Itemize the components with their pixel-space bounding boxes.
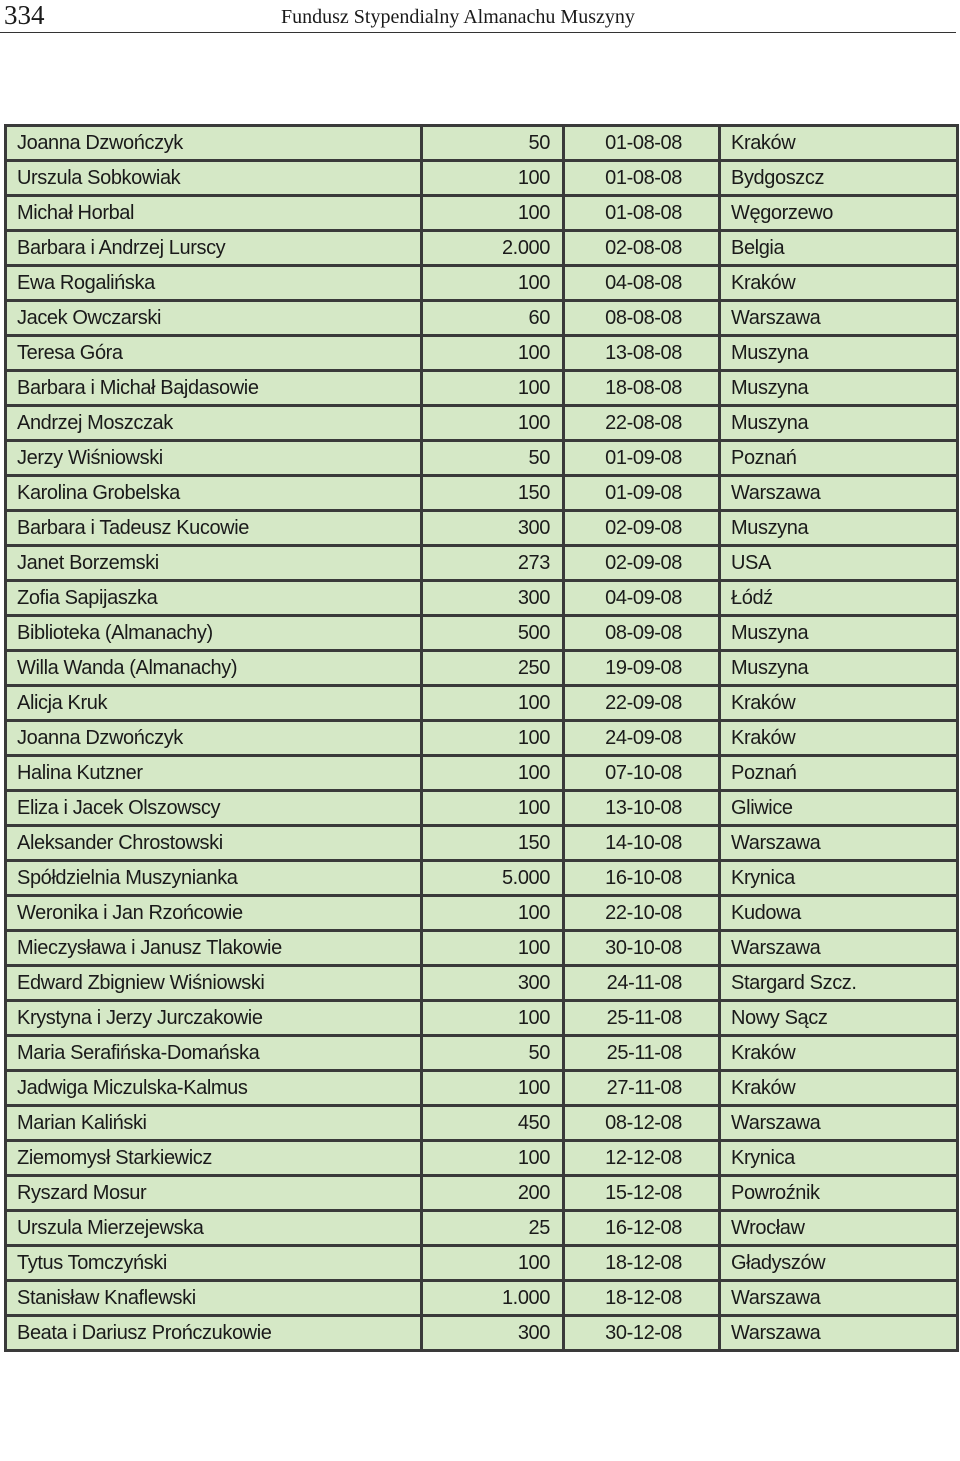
donor-name-cell: Biblioteka (Almanachy): [6, 616, 422, 651]
date-cell: 25-11-08: [564, 1001, 720, 1036]
amount-cell: 100: [422, 1141, 564, 1176]
donor-name-cell: Andrzej Moszczak: [6, 406, 422, 441]
donor-name-cell: Krystyna i Jerzy Jurczakowie: [6, 1001, 422, 1036]
page-header: [0, 0, 960, 34]
amount-cell: 100: [422, 686, 564, 721]
city-cell: Poznań: [720, 756, 958, 791]
date-cell: 01-08-08: [564, 196, 720, 231]
amount-cell: 25: [422, 1211, 564, 1246]
date-cell: 08-12-08: [564, 1106, 720, 1141]
table-row: [6, 721, 958, 756]
donor-name-cell: Stanisław Knaflewski: [6, 1281, 422, 1316]
donor-name-cell: Janet Borzemski: [6, 546, 422, 581]
city-cell: Nowy Sącz: [720, 1001, 958, 1036]
table-row: [6, 896, 958, 931]
amount-cell: 50: [422, 441, 564, 476]
donor-name-cell: Mieczysława i Janusz Tlakowie: [6, 931, 422, 966]
amount-cell: 100: [422, 1001, 564, 1036]
city-cell: Warszawa: [720, 301, 958, 336]
table-row: [6, 371, 958, 406]
city-cell: Powroźnik: [720, 1176, 958, 1211]
amount-cell: 300: [422, 581, 564, 616]
table-row: [6, 1071, 958, 1106]
amount-cell: 100: [422, 161, 564, 196]
table-row: [6, 686, 958, 721]
date-cell: 16-12-08: [564, 1211, 720, 1246]
city-cell: Warszawa: [720, 931, 958, 966]
table-row: [6, 1176, 958, 1211]
donor-name-cell: Marian Kaliński: [6, 1106, 422, 1141]
city-cell: Warszawa: [720, 826, 958, 861]
table-row: [6, 511, 958, 546]
date-cell: 01-08-08: [564, 161, 720, 196]
table-row: [6, 826, 958, 861]
donor-name-cell: Barbara i Andrzej Lurscy: [6, 231, 422, 266]
table-row: [6, 301, 958, 336]
donor-name-cell: Eliza i Jacek Olszowscy: [6, 791, 422, 826]
date-cell: 18-12-08: [564, 1281, 720, 1316]
city-cell: Gładyszów: [720, 1246, 958, 1281]
donor-table: [4, 124, 959, 1352]
city-cell: Węgorzewo: [720, 196, 958, 231]
date-cell: 25-11-08: [564, 1036, 720, 1071]
donor-name-cell: Urszula Sobkowiak: [6, 161, 422, 196]
city-cell: Kraków: [720, 721, 958, 756]
table-row: [6, 336, 958, 371]
table-row: [6, 266, 958, 301]
city-cell: Bydgoszcz: [720, 161, 958, 196]
amount-cell: 300: [422, 511, 564, 546]
donor-name-cell: Willa Wanda (Almanachy): [6, 651, 422, 686]
donor-name-cell: Maria Serafińska-Domańska: [6, 1036, 422, 1071]
donor-name-cell: Jerzy Wiśniowski: [6, 441, 422, 476]
city-cell: Belgia: [720, 231, 958, 266]
city-cell: Kraków: [720, 1071, 958, 1106]
table-row: [6, 546, 958, 581]
table-row: [6, 931, 958, 966]
date-cell: 08-08-08: [564, 301, 720, 336]
date-cell: 08-09-08: [564, 616, 720, 651]
date-cell: 30-10-08: [564, 931, 720, 966]
amount-cell: 450: [422, 1106, 564, 1141]
table-row: [6, 406, 958, 441]
donor-name-cell: Michał Horbal: [6, 196, 422, 231]
date-cell: 14-10-08: [564, 826, 720, 861]
date-cell: 04-08-08: [564, 266, 720, 301]
donor-name-cell: Barbara i Tadeusz Kucowie: [6, 511, 422, 546]
donor-name-cell: Beata i Dariusz Prończukowie: [6, 1316, 422, 1351]
city-cell: Muszyna: [720, 651, 958, 686]
table-row: [6, 1036, 958, 1071]
city-cell: Muszyna: [720, 616, 958, 651]
amount-cell: 100: [422, 406, 564, 441]
donor-name-cell: Ziemomysł Starkiewicz: [6, 1141, 422, 1176]
donor-name-cell: Ryszard Mosur: [6, 1176, 422, 1211]
date-cell: 27-11-08: [564, 1071, 720, 1106]
table-row: [6, 231, 958, 266]
city-cell: Poznań: [720, 441, 958, 476]
donor-name-cell: Jadwiga Miczulska-Kalmus: [6, 1071, 422, 1106]
table-row: [6, 1211, 958, 1246]
table-row: [6, 616, 958, 651]
donor-name-cell: Joanna Dzwończyk: [6, 126, 422, 161]
city-cell: Kraków: [720, 126, 958, 161]
table-row: [6, 476, 958, 511]
table-row: [6, 756, 958, 791]
amount-cell: 100: [422, 336, 564, 371]
date-cell: 02-09-08: [564, 546, 720, 581]
city-cell: Stargard Szcz.: [720, 966, 958, 1001]
donor-name-cell: Joanna Dzwończyk: [6, 721, 422, 756]
city-cell: Kraków: [720, 266, 958, 301]
table-row: [6, 161, 958, 196]
amount-cell: 250: [422, 651, 564, 686]
table-row: [6, 791, 958, 826]
amount-cell: 1.000: [422, 1281, 564, 1316]
date-cell: 24-11-08: [564, 966, 720, 1001]
donor-name-cell: Edward Zbigniew Wiśniowski: [6, 966, 422, 1001]
table-row: [6, 966, 958, 1001]
date-cell: 16-10-08: [564, 861, 720, 896]
city-cell: Warszawa: [720, 1106, 958, 1141]
city-cell: Muszyna: [720, 511, 958, 546]
donor-name-cell: Tytus Tomczyński: [6, 1246, 422, 1281]
table-row: [6, 1141, 958, 1176]
donor-name-cell: Weronika i Jan Rzońcowie: [6, 896, 422, 931]
running-title: Fundusz Stypendialny Almanachu Muszyny: [281, 6, 635, 28]
amount-cell: 100: [422, 1071, 564, 1106]
donor-name-cell: Jacek Owczarski: [6, 301, 422, 336]
amount-cell: 100: [422, 266, 564, 301]
city-cell: Muszyna: [720, 406, 958, 441]
city-cell: Muszyna: [720, 371, 958, 406]
table-row: [6, 441, 958, 476]
date-cell: 02-08-08: [564, 231, 720, 266]
table-row: [6, 1246, 958, 1281]
donor-name-cell: Ewa Rogalińska: [6, 266, 422, 301]
date-cell: 30-12-08: [564, 1316, 720, 1351]
donor-name-cell: Aleksander Chrostowski: [6, 826, 422, 861]
amount-cell: 50: [422, 1036, 564, 1071]
page-number: 334: [4, 0, 45, 30]
date-cell: 04-09-08: [564, 581, 720, 616]
donor-name-cell: Alicja Kruk: [6, 686, 422, 721]
date-cell: 01-09-08: [564, 476, 720, 511]
donor-name-cell: Halina Kutzner: [6, 756, 422, 791]
table-row: [6, 1316, 958, 1351]
city-cell: Krynica: [720, 861, 958, 896]
city-cell: Gliwice: [720, 791, 958, 826]
donor-name-cell: Barbara i Michał Bajdasowie: [6, 371, 422, 406]
amount-cell: 273: [422, 546, 564, 581]
amount-cell: 100: [422, 371, 564, 406]
amount-cell: 100: [422, 896, 564, 931]
donor-name-cell: Zofia Sapijaszka: [6, 581, 422, 616]
table-row: [6, 1106, 958, 1141]
table-row: [6, 196, 958, 231]
amount-cell: 5.000: [422, 861, 564, 896]
amount-cell: 150: [422, 826, 564, 861]
city-cell: Kudowa: [720, 896, 958, 931]
date-cell: 19-09-08: [564, 651, 720, 686]
city-cell: Muszyna: [720, 336, 958, 371]
date-cell: 18-12-08: [564, 1246, 720, 1281]
amount-cell: 200: [422, 1176, 564, 1211]
city-cell: Warszawa: [720, 1281, 958, 1316]
table-row: [6, 126, 958, 161]
date-cell: 12-12-08: [564, 1141, 720, 1176]
date-cell: 13-08-08: [564, 336, 720, 371]
table-row: [6, 861, 958, 896]
amount-cell: 300: [422, 966, 564, 1001]
amount-cell: 50: [422, 126, 564, 161]
city-cell: Krynica: [720, 1141, 958, 1176]
city-cell: USA: [720, 546, 958, 581]
donor-table-body: [6, 126, 958, 1351]
header-rule: [0, 32, 956, 33]
amount-cell: 60: [422, 301, 564, 336]
date-cell: 13-10-08: [564, 791, 720, 826]
date-cell: 02-09-08: [564, 511, 720, 546]
donor-name-cell: Teresa Góra: [6, 336, 422, 371]
date-cell: 07-10-08: [564, 756, 720, 791]
amount-cell: 100: [422, 721, 564, 756]
table-row: [6, 1001, 958, 1036]
table-row: [6, 581, 958, 616]
city-cell: Łódź: [720, 581, 958, 616]
date-cell: 01-08-08: [564, 126, 720, 161]
amount-cell: 100: [422, 756, 564, 791]
city-cell: Wrocław: [720, 1211, 958, 1246]
date-cell: 22-09-08: [564, 686, 720, 721]
date-cell: 22-10-08: [564, 896, 720, 931]
amount-cell: 500: [422, 616, 564, 651]
date-cell: 01-09-08: [564, 441, 720, 476]
date-cell: 22-08-08: [564, 406, 720, 441]
table-row: [6, 1281, 958, 1316]
amount-cell: 150: [422, 476, 564, 511]
city-cell: Warszawa: [720, 1316, 958, 1351]
amount-cell: 100: [422, 196, 564, 231]
donor-name-cell: Spółdzielnia Muszynianka: [6, 861, 422, 896]
donor-name-cell: Karolina Grobelska: [6, 476, 422, 511]
date-cell: 24-09-08: [564, 721, 720, 756]
table-row: [6, 651, 958, 686]
city-cell: Kraków: [720, 686, 958, 721]
amount-cell: 100: [422, 931, 564, 966]
city-cell: Warszawa: [720, 476, 958, 511]
city-cell: Kraków: [720, 1036, 958, 1071]
amount-cell: 300: [422, 1316, 564, 1351]
donor-name-cell: Urszula Mierzejewska: [6, 1211, 422, 1246]
amount-cell: 2.000: [422, 231, 564, 266]
date-cell: 18-08-08: [564, 371, 720, 406]
amount-cell: 100: [422, 791, 564, 826]
amount-cell: 100: [422, 1246, 564, 1281]
date-cell: 15-12-08: [564, 1176, 720, 1211]
